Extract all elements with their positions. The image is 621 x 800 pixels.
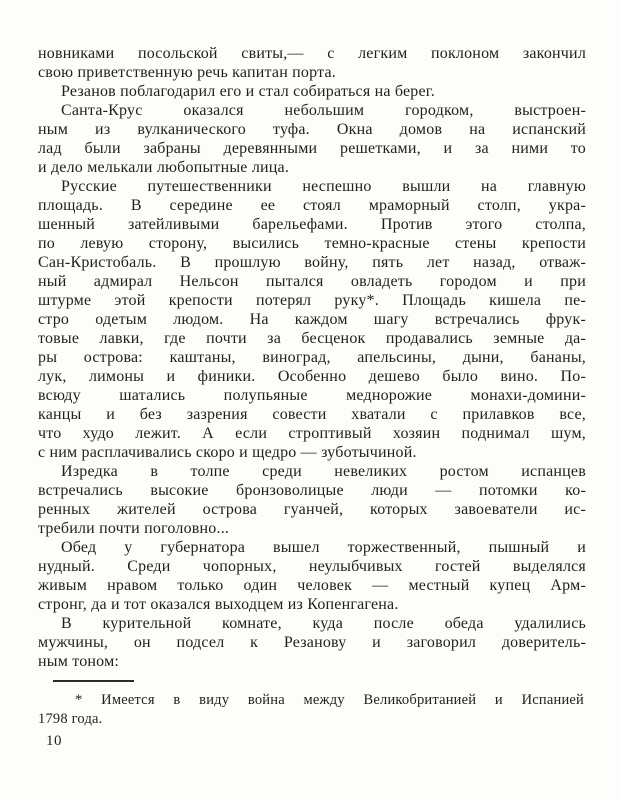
text-line: всюду шатались полупьяные меднорожие монахи-домини-: [38, 387, 586, 404]
text-line: мужчины, он подсел к Резанову и заговорил доверитель-: [38, 634, 586, 651]
text-line: нудный. Среди чопорных, неулыбчивых гостей выделялся: [38, 558, 586, 575]
text-line: лук, лимоны и финики. Особенно дешево было вино. По-: [38, 368, 586, 385]
footnote-line: 1798 года.: [38, 711, 103, 727]
text-line: Резанов поблагодарил его и стал собираться на берег.: [61, 83, 435, 100]
text-line: ренных жителей острова гуанчей, которых завоеватели ис-: [38, 501, 586, 518]
page-number: 10: [46, 733, 62, 749]
text-line: новниками посольской свиты,— с легким поклоном закончил: [38, 45, 586, 62]
text-line: ный адмирал Нельсон пытался овладеть городом и при: [38, 273, 586, 290]
text-line: товые лавки, где почти за бесценок продавались земные да-: [38, 330, 586, 347]
text-line: ным тоном:: [38, 653, 120, 670]
text-line: требили почти поголовно...: [38, 520, 230, 537]
text-line: Санта-Крус оказался небольшим городком, выстроен-: [61, 102, 586, 119]
text-line: по левую сторону, высились темно-красные стены крепости: [38, 235, 586, 252]
text-line: штурме этой крепости потерял руку*. Площадь кишела пе-: [38, 292, 586, 309]
text-line: и дело мелькали любопытные лица.: [38, 159, 290, 176]
text-line: канцы и без зазрения совести хватали с прилавков все,: [38, 406, 586, 423]
footnote: [38, 691, 584, 729]
text-line: встречались высокие бронзоволицые люди — потомки ко-: [38, 482, 586, 499]
text-line: стро одетым людом. На каждом шагу встречались фрук-: [38, 311, 586, 328]
text-line: лад были забраны деревянными решетками, и за ними то: [38, 140, 586, 157]
text-line: шенный затейливыми барельефами. Против этого столпа,: [38, 216, 586, 233]
text-line: ры острова: каштаны, виноград, апельсины, дыни, бананы,: [38, 349, 586, 366]
text-line: Русские путешественники неспешно вышли на главную: [61, 178, 586, 195]
text-line: Изредка в толпе среди невеликих ростом испанцев: [61, 463, 586, 480]
text-line: живым нравом только один человек — местный купец Арм-: [38, 577, 586, 594]
footnote-divider: [53, 680, 134, 682]
text-line: Сан-Кристобаль. В прошлую войну, пять лет назад, отваж-: [38, 254, 586, 271]
text-line: площадь. В середине ее стоял мраморный столп, укра-: [38, 197, 586, 214]
text-line: что худо лежит. А если строптивый хозяин поднимал шум,: [38, 425, 586, 442]
text-line: В курительной комнате, куда после обеда удалились: [61, 615, 586, 632]
text-line: с ним расплачивались скоро и щедро — зуботычиной.: [38, 444, 417, 461]
text-line: свою приветственную речь капитан порта.: [38, 64, 336, 81]
text-line: ным из вулканического туфа. Окна домов на испанский: [38, 121, 586, 138]
footnote-line: * Имеется в виду война между Великобританией и Испанией: [75, 692, 584, 708]
text-line: стронг, да и тот оказался выходцем из Копенгагена.: [38, 596, 399, 613]
text-line: Обед у губернатора вышел торжественный, пышный и: [61, 539, 586, 556]
body-text: [38, 44, 586, 671]
